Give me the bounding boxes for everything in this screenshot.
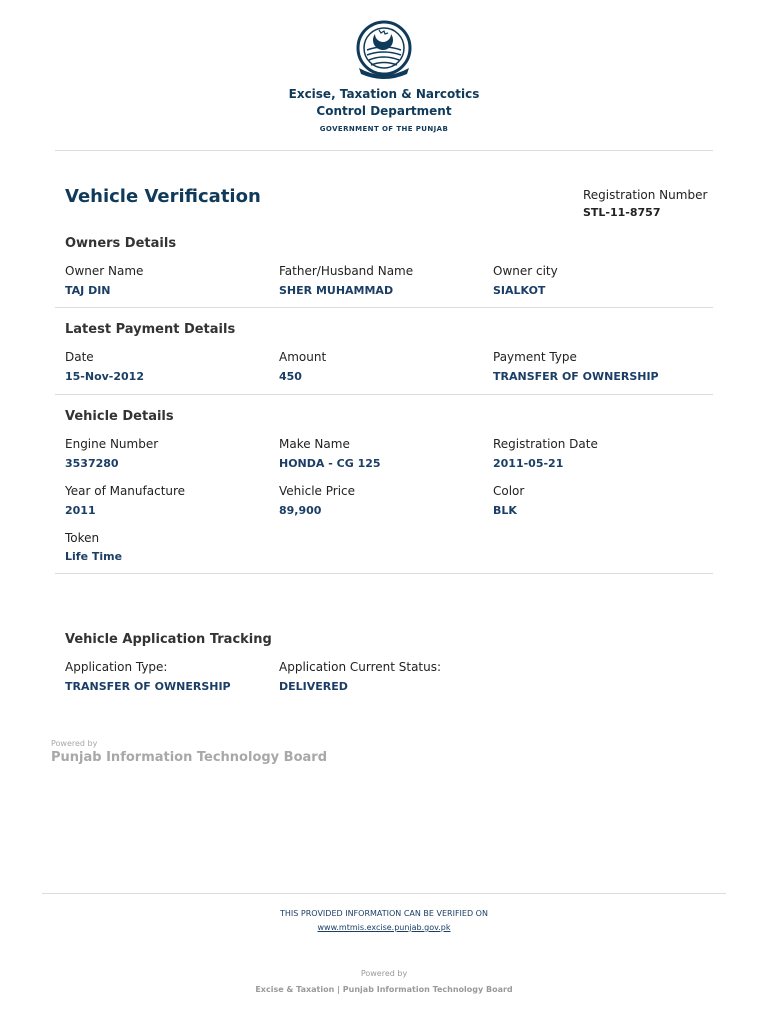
vehicle-price-value: 89,900 xyxy=(279,504,322,517)
verification-link[interactable]: www.mtmis.excise.punjab.gov.pk xyxy=(317,923,451,932)
payment-divider xyxy=(55,394,713,395)
punjab-government-seal-icon xyxy=(351,20,417,80)
owners-details-heading: Owners Details xyxy=(65,236,177,251)
payment-amount-label: Amount xyxy=(279,350,327,364)
owners-divider xyxy=(55,307,713,308)
application-tracking-heading: Vehicle Application Tracking xyxy=(65,632,272,647)
powered-by-label: Powered by xyxy=(51,739,98,748)
payment-type-label: Payment Type xyxy=(493,350,577,364)
father-husband-name-label: Father/Husband Name xyxy=(279,264,414,278)
government-label: GOVERNMENT OF THE PUNJAB xyxy=(319,125,449,133)
owner-name-value: TAJ DIN xyxy=(65,284,111,297)
engine-number-value: 3537280 xyxy=(65,457,119,470)
footer-powered-by: Powered by xyxy=(360,969,408,978)
registration-date-value: 2011-05-21 xyxy=(493,457,564,470)
payment-type-value: TRANSFER OF OWNERSHIP xyxy=(493,370,659,383)
footer-organization: Excise & Taxation | Punjab Information Technology Board xyxy=(255,985,513,994)
department-name-line2: Control Department xyxy=(316,104,452,118)
vehicle-details-heading: Vehicle Details xyxy=(65,409,174,424)
verification-note: THIS PROVIDED INFORMATION CAN BE VERIFIED ON xyxy=(280,909,488,918)
make-name-value: HONDA - CG 125 xyxy=(279,457,381,470)
year-of-manufacture-value: 2011 xyxy=(65,504,96,517)
color-label: Color xyxy=(493,484,525,498)
payment-date-value: 15-Nov-2012 xyxy=(65,370,144,383)
application-status-label: Application Current Status: xyxy=(279,660,442,674)
powered-by-organization: Punjab Information Technology Board xyxy=(51,750,328,765)
payment-amount-value: 450 xyxy=(279,370,302,383)
department-name xyxy=(0,86,768,120)
header-divider xyxy=(55,150,713,151)
application-type-label: Application Type: xyxy=(65,660,168,674)
vehicle-divider xyxy=(55,573,713,574)
registration-number-label: Registration Number xyxy=(583,188,708,202)
engine-number-label: Engine Number xyxy=(65,437,159,451)
payment-date-label: Date xyxy=(65,350,94,364)
application-type-value: TRANSFER OF OWNERSHIP xyxy=(65,680,231,693)
document-header xyxy=(0,20,768,133)
footer-divider xyxy=(42,893,726,894)
page-title: Vehicle Verification xyxy=(65,186,261,207)
vehicle-price-label: Vehicle Price xyxy=(279,484,356,498)
color-value: BLK xyxy=(493,504,517,517)
owner-city-value: SIALKOT xyxy=(493,284,546,297)
owner-name-label: Owner Name xyxy=(65,264,144,278)
registration-date-label: Registration Date xyxy=(493,437,598,451)
token-label: Token xyxy=(65,531,100,545)
department-name-line1: Excise, Taxation & Narcotics xyxy=(288,87,480,101)
year-of-manufacture-label: Year of Manufacture xyxy=(65,484,186,498)
application-status-value: DELIVERED xyxy=(279,680,348,693)
owner-city-label: Owner city xyxy=(493,264,558,278)
payment-details-heading: Latest Payment Details xyxy=(65,322,236,337)
registration-number-value: STL-11-8757 xyxy=(583,206,661,219)
make-name-label: Make Name xyxy=(279,437,350,451)
father-husband-name-value: SHER MUHAMMAD xyxy=(279,284,394,297)
token-value: Life Time xyxy=(65,550,123,563)
